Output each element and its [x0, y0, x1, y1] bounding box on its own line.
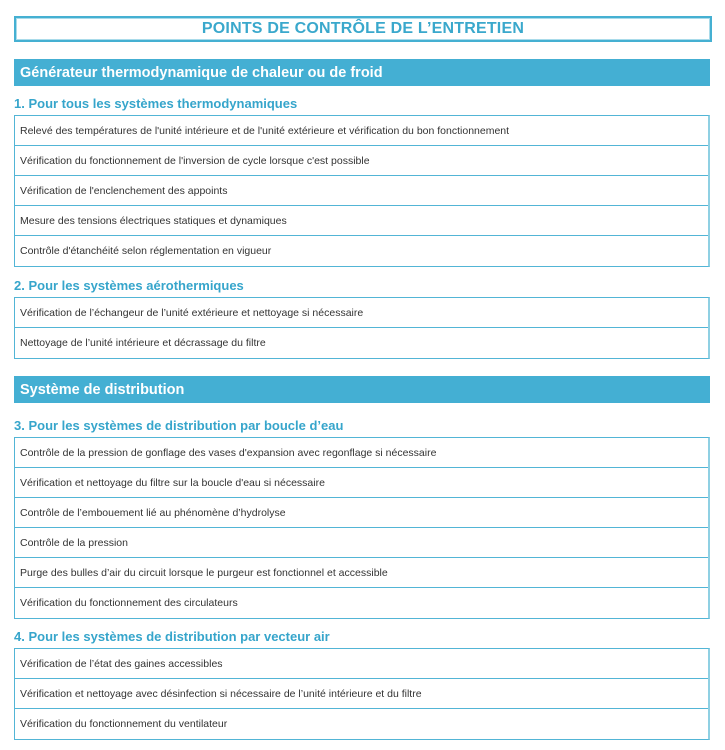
list-item: Contrôle d'étanchéité selon réglementation en vigueur: [20, 245, 272, 257]
page-title: POINTS DE CONTRÔLE DE L’ENTRETIEN: [201, 20, 525, 37]
list-item: Vérification de l’état des gaines accessibles: [15, 649, 708, 679]
list-item: Vérification du fonctionnement des circulateurs: [20, 597, 238, 609]
subheading-thermodynamic: 1. Pour tous les systèmes thermodynamiques: [14, 96, 298, 111]
list-item: Nettoyage de l’unité intérieure et décrassage du filtre: [20, 337, 266, 349]
subheading-aerothermal: 2. Pour les systèmes aérothermiques: [14, 278, 244, 293]
list-item: Purge des bulles d’air du circuit lorsque le purgeur est fonctionnel et accessible: [15, 558, 708, 588]
checklist-thermodynamic: [14, 115, 710, 267]
list-item: Vérification de l’échangeur de l’unité extérieure et nettoyage si nécessaire: [15, 298, 708, 328]
list-item: Mesure des tensions électriques statiques et dynamiques: [15, 206, 708, 236]
subheading-air-vector: 4. Pour les systèmes de distribution par vecteur air: [14, 629, 330, 644]
subheading-water-loop: 3. Pour les systèmes de distribution par boucle d’eau: [14, 418, 344, 433]
page-title-box: [14, 16, 712, 42]
list-item: Relevé des températures de l'unité intérieure et de l'unité extérieure et vérification du bon fonctionnement: [15, 116, 708, 146]
checklist-air-vector: [14, 648, 710, 740]
list-item: Vérification de l'enclenchement des appoints: [15, 176, 708, 206]
list-item: Contrôle de l’embouement lié au phénomène d’hydrolyse: [15, 498, 708, 528]
checklist-aerothermal: [14, 297, 710, 359]
list-item: Contrôle de la pression: [15, 528, 708, 558]
list-item: Vérification du fonctionnement de l'inversion de cycle lorsque c'est possible: [15, 146, 708, 176]
list-item: Vérification et nettoyage du filtre sur la boucle d'eau si nécessaire: [15, 468, 708, 498]
checklist-water-loop: [14, 437, 710, 619]
section-heading-distribution: Système de distribution: [14, 376, 710, 403]
list-item: Vérification du fonctionnement du ventilateur: [20, 718, 228, 730]
list-item: Contrôle de la pression de gonflage des vases d'expansion avec regonflage si nécessaire: [15, 438, 708, 468]
list-item: Vérification et nettoyage avec désinfection si nécessaire de l’unité intérieure et du filtre: [15, 679, 708, 709]
section-heading-generator: Générateur thermodynamique de chaleur ou de froid: [14, 59, 710, 86]
